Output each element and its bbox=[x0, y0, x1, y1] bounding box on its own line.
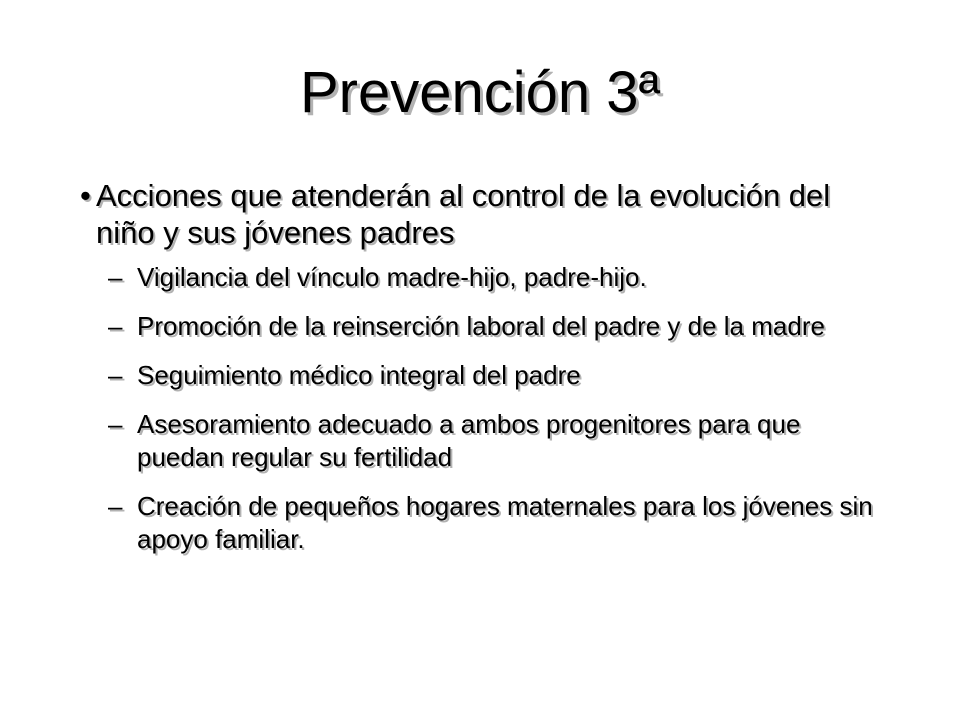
slide-title: Prevención 3ª bbox=[299, 60, 660, 125]
dash-marker: – bbox=[108, 311, 123, 341]
sub-bullet-item bbox=[80, 408, 887, 474]
sub-bullet-item bbox=[80, 261, 887, 294]
sub-bullet-text: Vigilancia del vínculo madre-hijo, padre-hijo. bbox=[137, 262, 647, 292]
dash-marker: – bbox=[108, 262, 123, 292]
sub-bullet-text: Creación de pequeños hogares maternales para los jóvenes sin apoyo familiar. bbox=[137, 491, 873, 554]
dash-marker: – bbox=[108, 360, 123, 390]
dash-marker: – bbox=[108, 491, 123, 521]
sub-bullet-item bbox=[80, 359, 887, 392]
sub-bullet-text: Promoción de la reinserción laboral del padre y de la madre bbox=[137, 311, 825, 341]
sub-bullet-text: Asesoramiento adecuado a ambos progenitores para que puedan regular su fertilidad bbox=[137, 409, 801, 472]
sub-bullet-item bbox=[80, 310, 887, 343]
sub-bullet-item bbox=[80, 490, 887, 556]
sub-bullet-text: Seguimiento médico integral del padre bbox=[137, 360, 581, 390]
main-bullet-text: Acciones que atenderán al control de la evolución del niño y sus jóvenes padres bbox=[96, 178, 831, 250]
slide-content bbox=[80, 177, 890, 572]
sub-bullet-list bbox=[80, 261, 890, 556]
dash-marker: – bbox=[108, 409, 123, 439]
main-bullet bbox=[80, 177, 890, 251]
bullet-marker: • bbox=[80, 178, 91, 213]
